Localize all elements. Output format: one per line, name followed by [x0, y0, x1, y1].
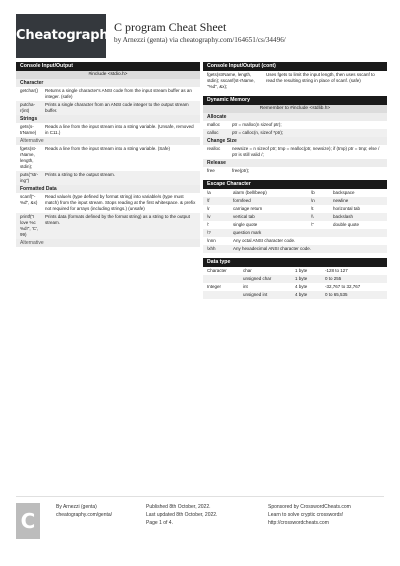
- table-row: [203, 71, 387, 91]
- published-date: Published 8th October, 2022.: [146, 504, 211, 510]
- row-key: free: [207, 168, 215, 173]
- row-value: Uses fgets to limit the input length, then uses sscanf to read the resulting string in place of scanf. (safe): [266, 72, 375, 83]
- dynamic-memory-section: [203, 96, 387, 175]
- type-category: [207, 276, 243, 282]
- type-name: unsigned char: [243, 276, 272, 281]
- escape-code: \f: [207, 198, 210, 203]
- subheading-character: Character: [16, 79, 200, 87]
- table-row: [203, 213, 387, 221]
- row-key: getchar(): [20, 88, 39, 93]
- type-name: int: [243, 284, 248, 289]
- row-key: printf("I love %c %d!", 'C', 99): [20, 214, 39, 237]
- type-size: 4 byte: [295, 284, 308, 289]
- subheading-alternative: Alternative: [16, 137, 200, 145]
- table-row: [203, 205, 387, 213]
- footer-author: [56, 503, 112, 519]
- type-size: 4 byte: [295, 292, 308, 297]
- table-row: [203, 245, 387, 253]
- include-note: #include <stdio.h>: [16, 71, 200, 79]
- page-number: Page 1 of 4.: [146, 520, 173, 526]
- type-size: 1 byte: [295, 268, 308, 273]
- cheatography-c-logo: C: [16, 503, 40, 539]
- escape-code: \": [311, 222, 314, 227]
- escape-code: \a: [207, 190, 211, 195]
- escape-code: \v: [207, 214, 211, 219]
- console-io-cont-section: [203, 62, 387, 91]
- escape-meaning: single quote: [233, 222, 258, 227]
- escape-meaning: Any octal ANSI character code.: [233, 238, 296, 243]
- author-byline[interactable]: by Arnezzi (genta) via cheatography.com/164651/cs/34496/: [114, 36, 286, 44]
- type-name: unsigned int: [243, 292, 268, 297]
- row-value: ptr = malloc(n sizeof ptr);: [232, 122, 282, 127]
- escape-character-section: [203, 180, 387, 253]
- sponsor-tagline: Learn to solve cryptic crosswords!: [268, 512, 344, 518]
- row-value: newsize = n sizeof ptr; tmp = realloc(ptr, newsize); if (tmp) ptr = tmp; else / ptr is still valid /;: [232, 146, 380, 157]
- escape-meaning: newline: [333, 198, 349, 203]
- escape-code: \n: [311, 198, 315, 203]
- footer-author-name: By Arnezzi (genta): [56, 504, 97, 510]
- section-heading: Console Input/Output (cont): [203, 62, 387, 71]
- sponsor-line: Sponsored by CrosswordCheats.com: [268, 504, 351, 510]
- page-title: C program Cheat Sheet: [114, 20, 227, 34]
- section-heading: Escape Character: [203, 180, 387, 189]
- right-column: [203, 62, 387, 304]
- type-size: 1 byte: [295, 276, 308, 281]
- row-value: Prints a string to the output stream.: [45, 172, 116, 177]
- row-value: Reads a line from the input stream into a string variable. (Safe): [45, 146, 171, 151]
- section-heading: Console Input/Output: [16, 62, 200, 71]
- escape-meaning: question mark: [233, 230, 262, 235]
- type-category: Integer: [207, 284, 222, 289]
- table-row: [16, 101, 200, 115]
- row-value: ptr = calloc(n, sizeof *ptr);: [232, 130, 284, 135]
- escape-meaning: backspace: [333, 190, 355, 195]
- console-io-section: [16, 62, 200, 247]
- subheading-alternative: Alternative: [16, 239, 200, 247]
- row-key: putcha-r(int): [20, 102, 36, 113]
- escape-code: [311, 230, 333, 236]
- updated-date: Last updated 8th October, 2022.: [146, 512, 218, 518]
- cheatography-logo[interactable]: Cheatography: [16, 14, 106, 58]
- type-range: -32,767 to 32,767: [325, 284, 361, 289]
- escape-meaning: double quote: [333, 222, 360, 227]
- subheading-strings: Strings: [16, 115, 200, 123]
- row-key: scanf("-%d", &x): [20, 194, 38, 205]
- table-row: [203, 229, 387, 237]
- row-value: Read value/s (type defined by format string) into variable/s (type must match) from the input stream. Stops reading at the first whitespace. & prefix not required for arrays (including strings.) (unsafe): [45, 194, 196, 211]
- table-row: [203, 197, 387, 205]
- row-key: fgets(st-rName, length, stdin);: [20, 146, 37, 169]
- subheading-allocate: Allocate: [203, 113, 387, 121]
- table-row: [16, 123, 200, 137]
- sheet-footer: [16, 496, 384, 546]
- escape-meaning: carriage return: [233, 206, 263, 211]
- escape-meaning: alarm (bell/beep): [233, 190, 267, 195]
- escape-code: \xhh: [207, 246, 216, 251]
- row-key: fgets(strName, length, stdin); sscanf(st-rName, "%d", &x);: [207, 72, 255, 89]
- subheading-release: Release: [203, 159, 387, 167]
- escape-code: \': [207, 222, 210, 227]
- table-row: [203, 275, 387, 283]
- table-row: [203, 121, 387, 129]
- escape-meaning: vertical tab: [233, 214, 255, 219]
- section-heading: Data type: [203, 258, 387, 267]
- table-row: [203, 291, 387, 299]
- table-row: [16, 87, 200, 101]
- type-range: 0 to 255: [325, 276, 342, 281]
- escape-meaning: backslash: [333, 214, 354, 219]
- row-key: calloc: [207, 130, 219, 135]
- include-note: Remember to #include <stdlib.h>: [203, 105, 387, 113]
- table-row: [203, 267, 387, 275]
- row-value: Prints data (formats defined by the format string) as a string to the output stream.: [45, 214, 190, 225]
- row-value: Returns a single character's ANSI code from the input stream buffer as an integer. (safe): [45, 88, 192, 99]
- table-row: [16, 145, 200, 171]
- row-key: malloc: [207, 122, 221, 127]
- type-category: Character: [207, 268, 227, 273]
- sheet-header: [16, 14, 384, 58]
- row-key: puts("str-ing"): [20, 172, 39, 183]
- escape-meaning: formfeed: [233, 198, 251, 203]
- escape-code: \b: [311, 190, 315, 195]
- table-row: [203, 221, 387, 229]
- table-row: [203, 237, 387, 245]
- row-key: realloc: [207, 146, 221, 151]
- footer-dates: [146, 503, 217, 527]
- escape-code: \nnn: [207, 238, 216, 243]
- subheading-change-size: Change Size: [203, 137, 387, 145]
- footer-sponsor: [268, 503, 351, 527]
- escape-code: \t: [311, 206, 314, 211]
- row-value: Prints a single character from an ANSI code integer to the output stream buffer.: [45, 102, 189, 113]
- table-row: [203, 145, 387, 159]
- row-key: gets(s-trName): [20, 124, 37, 135]
- escape-code: \?: [207, 230, 211, 235]
- data-type-section: [203, 258, 387, 299]
- escape-meaning: Any hexadecimal ANSI character code.: [233, 246, 312, 251]
- table-row: [203, 129, 387, 137]
- row-value: Reads a line from the input stream into a string variable. (Unsafe, removed in C11.): [45, 124, 194, 135]
- section-heading: Dynamic Memory: [203, 96, 387, 105]
- type-category: [207, 292, 243, 298]
- left-column: [16, 62, 200, 252]
- row-value: free(ptr);: [232, 168, 250, 173]
- subheading-formatted-data: Formatted Data: [16, 185, 200, 193]
- table-row: [16, 213, 200, 239]
- table-row: [16, 193, 200, 213]
- sponsor-link[interactable]: http://crosswordcheats.com: [268, 520, 329, 526]
- footer-author-link[interactable]: cheatography.com/genta/: [56, 512, 113, 518]
- type-name: char: [243, 268, 252, 273]
- table-row: [203, 283, 387, 291]
- escape-meaning: [333, 230, 383, 236]
- escape-meaning: horizontal tab: [333, 206, 361, 211]
- type-range: -128 to 127: [325, 268, 348, 273]
- escape-code: \r: [207, 206, 210, 211]
- table-row: [203, 167, 387, 175]
- escape-code: \\: [311, 214, 314, 219]
- table-row: [16, 171, 200, 185]
- type-range: 0 to 65,535: [325, 292, 348, 297]
- table-row: [203, 189, 387, 197]
